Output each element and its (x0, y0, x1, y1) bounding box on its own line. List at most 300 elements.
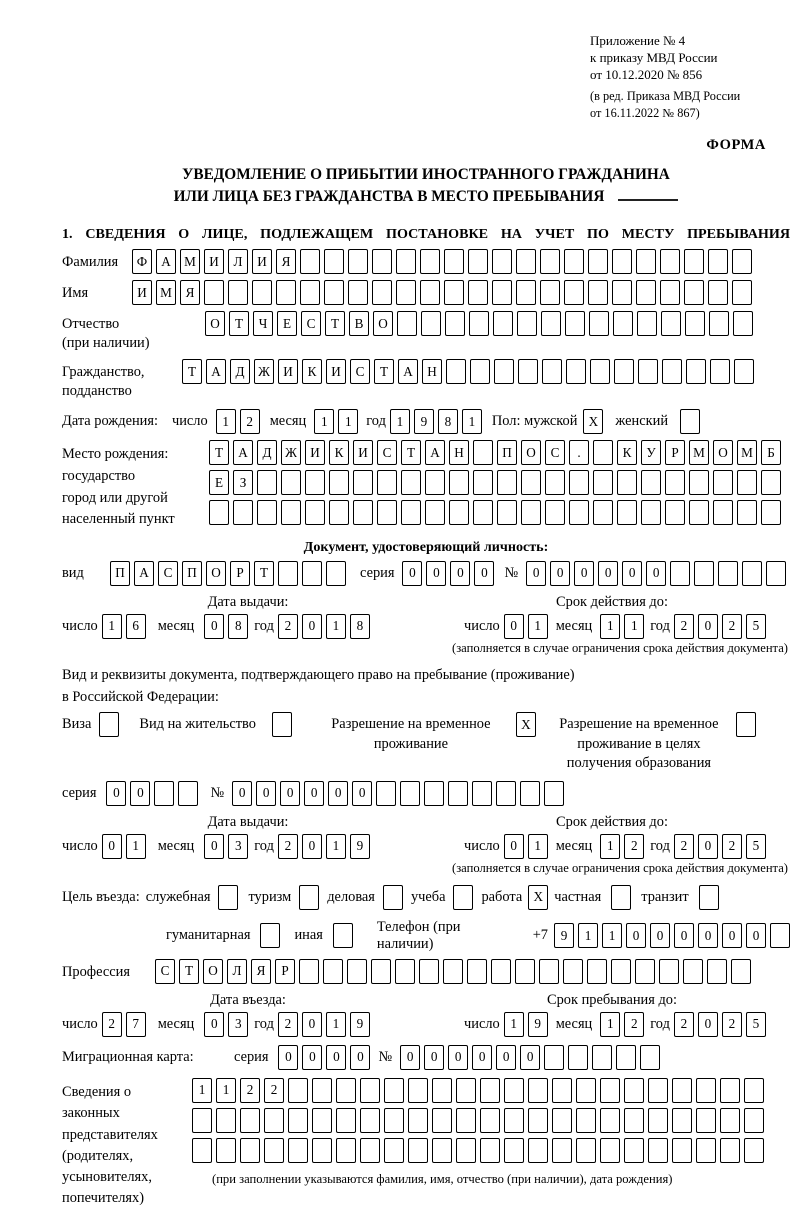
char-cell[interactable]: Д (230, 359, 250, 384)
char-cell[interactable] (480, 1138, 500, 1163)
purpose-tourism-checkbox[interactable] (299, 885, 319, 910)
char-cell[interactable]: 0 (474, 561, 494, 586)
char-cell[interactable]: И (252, 249, 272, 274)
char-cell[interactable] (521, 470, 541, 495)
char-cell[interactable] (401, 500, 421, 525)
char-cell[interactable] (713, 470, 733, 495)
char-cell[interactable] (376, 781, 396, 806)
char-cell[interactable] (564, 280, 584, 305)
char-cell[interactable]: 0 (526, 561, 546, 586)
char-cell[interactable]: 0 (698, 834, 718, 859)
char-cell[interactable]: Т (374, 359, 394, 384)
char-cell[interactable] (377, 470, 397, 495)
char-cell[interactable] (276, 280, 296, 305)
char-cell[interactable] (569, 470, 589, 495)
char-cell[interactable] (588, 249, 608, 274)
char-cell[interactable] (694, 561, 714, 586)
char-cell[interactable] (300, 249, 320, 274)
char-cell[interactable]: О (521, 440, 541, 465)
char-cell[interactable] (468, 280, 488, 305)
char-cell[interactable] (504, 1138, 524, 1163)
char-cell[interactable] (384, 1078, 404, 1103)
char-cell[interactable] (612, 249, 632, 274)
char-cell[interactable]: 1 (326, 1012, 346, 1037)
char-cell[interactable] (641, 500, 661, 525)
char-cell[interactable]: 2 (264, 1078, 284, 1103)
char-cell[interactable] (480, 1108, 500, 1133)
char-cell[interactable]: Ф (132, 249, 152, 274)
char-cell[interactable] (456, 1108, 476, 1133)
char-cell[interactable] (611, 959, 631, 984)
char-cell[interactable] (552, 1108, 572, 1133)
char-cell[interactable] (761, 470, 781, 495)
char-cell[interactable] (665, 470, 685, 495)
char-cell[interactable]: 2 (722, 614, 742, 639)
char-cell[interactable]: М (737, 440, 757, 465)
char-cell[interactable]: 1 (504, 1012, 524, 1037)
char-cell[interactable] (312, 1138, 332, 1163)
char-cell[interactable]: А (425, 440, 445, 465)
char-cell[interactable]: 5 (746, 834, 766, 859)
char-cell[interactable] (470, 359, 490, 384)
char-cell[interactable] (329, 470, 349, 495)
char-cell[interactable] (281, 500, 301, 525)
char-cell[interactable]: 5 (746, 1012, 766, 1037)
temp-residence-checkbox[interactable]: X (516, 712, 536, 737)
char-cell[interactable]: 8 (350, 614, 370, 639)
char-cell[interactable] (372, 280, 392, 305)
char-cell[interactable]: К (302, 359, 322, 384)
char-cell[interactable] (264, 1138, 284, 1163)
char-cell[interactable] (744, 1138, 764, 1163)
char-cell[interactable]: Р (665, 440, 685, 465)
char-cell[interactable] (299, 959, 319, 984)
char-cell[interactable]: 0 (520, 1045, 540, 1070)
char-cell[interactable] (563, 959, 583, 984)
char-cell[interactable] (424, 781, 444, 806)
char-cell[interactable]: 2 (722, 1012, 742, 1037)
char-cell[interactable]: 0 (622, 561, 642, 586)
char-cell[interactable]: . (569, 440, 589, 465)
char-cell[interactable] (544, 781, 564, 806)
visa-checkbox[interactable] (99, 712, 119, 737)
char-cell[interactable] (612, 280, 632, 305)
char-cell[interactable] (264, 1108, 284, 1133)
char-cell[interactable]: С (301, 311, 321, 336)
char-cell[interactable]: П (497, 440, 517, 465)
char-cell[interactable] (396, 249, 416, 274)
char-cell[interactable]: 0 (646, 561, 666, 586)
char-cell[interactable] (638, 359, 658, 384)
char-cell[interactable] (590, 359, 610, 384)
char-cell[interactable] (347, 959, 367, 984)
char-cell[interactable]: О (373, 311, 393, 336)
char-cell[interactable] (761, 500, 781, 525)
char-cell[interactable]: С (155, 959, 175, 984)
char-cell[interactable]: М (689, 440, 709, 465)
char-cell[interactable] (661, 311, 681, 336)
char-cell[interactable]: 0 (496, 1045, 516, 1070)
char-cell[interactable] (689, 500, 709, 525)
char-cell[interactable]: 0 (504, 614, 524, 639)
char-cell[interactable]: З (233, 470, 253, 495)
char-cell[interactable]: 1 (528, 614, 548, 639)
char-cell[interactable] (216, 1138, 236, 1163)
char-cell[interactable] (419, 959, 439, 984)
char-cell[interactable]: 0 (278, 1045, 298, 1070)
char-cell[interactable]: 2 (278, 834, 298, 859)
char-cell[interactable] (329, 500, 349, 525)
char-cell[interactable] (240, 1138, 260, 1163)
char-cell[interactable] (336, 1108, 356, 1133)
char-cell[interactable] (288, 1108, 308, 1133)
char-cell[interactable] (718, 561, 738, 586)
sex-female-checkbox[interactable] (680, 409, 700, 434)
char-cell[interactable] (493, 311, 513, 336)
char-cell[interactable] (600, 1108, 620, 1133)
char-cell[interactable] (497, 470, 517, 495)
char-cell[interactable] (588, 280, 608, 305)
char-cell[interactable] (709, 311, 729, 336)
char-cell[interactable]: 1 (216, 1078, 236, 1103)
char-cell[interactable]: А (233, 440, 253, 465)
char-cell[interactable]: Е (277, 311, 297, 336)
char-cell[interactable] (662, 359, 682, 384)
char-cell[interactable] (257, 500, 277, 525)
char-cell[interactable]: 0 (352, 781, 372, 806)
char-cell[interactable] (648, 1138, 668, 1163)
char-cell[interactable]: 2 (674, 614, 694, 639)
char-cell[interactable]: Ж (254, 359, 274, 384)
char-cell[interactable]: 0 (204, 834, 224, 859)
char-cell[interactable]: С (350, 359, 370, 384)
char-cell[interactable] (720, 1138, 740, 1163)
char-cell[interactable]: 0 (256, 781, 276, 806)
char-cell[interactable]: 0 (426, 561, 446, 586)
char-cell[interactable]: И (305, 440, 325, 465)
char-cell[interactable] (766, 561, 786, 586)
char-cell[interactable]: С (377, 440, 397, 465)
char-cell[interactable] (733, 311, 753, 336)
char-cell[interactable]: 1 (390, 409, 410, 434)
char-cell[interactable] (302, 561, 322, 586)
char-cell[interactable] (568, 1045, 588, 1070)
char-cell[interactable] (278, 561, 298, 586)
char-cell[interactable] (689, 470, 709, 495)
char-cell[interactable]: С (545, 440, 565, 465)
char-cell[interactable]: Т (401, 440, 421, 465)
char-cell[interactable]: 0 (402, 561, 422, 586)
char-cell[interactable]: 0 (102, 834, 122, 859)
char-cell[interactable]: 0 (280, 781, 300, 806)
char-cell[interactable] (696, 1078, 716, 1103)
char-cell[interactable] (192, 1108, 212, 1133)
char-cell[interactable]: 0 (302, 1045, 322, 1070)
char-cell[interactable]: 9 (528, 1012, 548, 1037)
char-cell[interactable] (178, 781, 198, 806)
char-cell[interactable] (396, 280, 416, 305)
char-cell[interactable] (467, 959, 487, 984)
char-cell[interactable]: 8 (438, 409, 458, 434)
char-cell[interactable] (473, 440, 493, 465)
char-cell[interactable]: 2 (624, 1012, 644, 1037)
char-cell[interactable]: 1 (102, 614, 122, 639)
char-cell[interactable] (288, 1138, 308, 1163)
char-cell[interactable] (233, 500, 253, 525)
char-cell[interactable] (425, 500, 445, 525)
purpose-business-checkbox[interactable] (383, 885, 403, 910)
char-cell[interactable] (566, 359, 586, 384)
char-cell[interactable]: 0 (302, 1012, 322, 1037)
char-cell[interactable] (641, 470, 661, 495)
char-cell[interactable] (600, 1078, 620, 1103)
char-cell[interactable] (684, 249, 704, 274)
char-cell[interactable] (517, 311, 537, 336)
char-cell[interactable]: 0 (722, 923, 742, 948)
char-cell[interactable] (252, 280, 272, 305)
char-cell[interactable] (528, 1138, 548, 1163)
char-cell[interactable] (324, 249, 344, 274)
char-cell[interactable]: 0 (424, 1045, 444, 1070)
char-cell[interactable] (587, 959, 607, 984)
char-cell[interactable]: С (158, 561, 178, 586)
char-cell[interactable] (395, 959, 415, 984)
char-cell[interactable] (425, 470, 445, 495)
char-cell[interactable] (228, 280, 248, 305)
char-cell[interactable]: 0 (326, 1045, 346, 1070)
char-cell[interactable]: 1 (326, 614, 346, 639)
char-cell[interactable]: 0 (504, 834, 524, 859)
char-cell[interactable]: 0 (400, 1045, 420, 1070)
char-cell[interactable]: 2 (240, 1078, 260, 1103)
char-cell[interactable]: 0 (550, 561, 570, 586)
char-cell[interactable]: Т (182, 359, 202, 384)
char-cell[interactable]: Р (230, 561, 250, 586)
char-cell[interactable] (665, 500, 685, 525)
char-cell[interactable] (576, 1078, 596, 1103)
char-cell[interactable]: 9 (554, 923, 574, 948)
char-cell[interactable]: В (349, 311, 369, 336)
char-cell[interactable]: 9 (414, 409, 434, 434)
temp-residence-education-checkbox[interactable] (736, 712, 756, 737)
char-cell[interactable] (540, 249, 560, 274)
char-cell[interactable] (432, 1138, 452, 1163)
char-cell[interactable]: И (326, 359, 346, 384)
char-cell[interactable]: 0 (574, 561, 594, 586)
char-cell[interactable]: 1 (600, 834, 620, 859)
char-cell[interactable]: Р (275, 959, 295, 984)
char-cell[interactable] (469, 311, 489, 336)
char-cell[interactable] (432, 1108, 452, 1133)
char-cell[interactable] (491, 959, 511, 984)
char-cell[interactable] (540, 280, 560, 305)
char-cell[interactable] (614, 359, 634, 384)
residence-permit-checkbox[interactable] (272, 712, 292, 737)
char-cell[interactable]: 0 (328, 781, 348, 806)
char-cell[interactable] (520, 781, 540, 806)
char-cell[interactable]: К (329, 440, 349, 465)
char-cell[interactable] (472, 781, 492, 806)
char-cell[interactable] (564, 249, 584, 274)
char-cell[interactable] (636, 249, 656, 274)
char-cell[interactable] (731, 959, 751, 984)
char-cell[interactable]: О (206, 561, 226, 586)
char-cell[interactable] (372, 249, 392, 274)
char-cell[interactable]: 0 (650, 923, 670, 948)
char-cell[interactable] (545, 470, 565, 495)
char-cell[interactable] (444, 280, 464, 305)
char-cell[interactable]: 1 (326, 834, 346, 859)
char-cell[interactable] (552, 1078, 572, 1103)
char-cell[interactable] (552, 1138, 572, 1163)
char-cell[interactable] (377, 500, 397, 525)
char-cell[interactable] (496, 781, 516, 806)
char-cell[interactable] (240, 1108, 260, 1133)
char-cell[interactable]: 5 (746, 614, 766, 639)
char-cell[interactable] (648, 1108, 668, 1133)
char-cell[interactable] (360, 1108, 380, 1133)
char-cell[interactable] (734, 359, 754, 384)
char-cell[interactable] (685, 311, 705, 336)
char-cell[interactable]: Т (254, 561, 274, 586)
char-cell[interactable] (492, 280, 512, 305)
char-cell[interactable]: 7 (126, 1012, 146, 1037)
char-cell[interactable] (371, 959, 391, 984)
char-cell[interactable] (565, 311, 585, 336)
char-cell[interactable] (617, 500, 637, 525)
char-cell[interactable] (637, 311, 657, 336)
char-cell[interactable] (541, 311, 561, 336)
char-cell[interactable]: 2 (722, 834, 742, 859)
char-cell[interactable]: 0 (204, 1012, 224, 1037)
char-cell[interactable]: 9 (350, 834, 370, 859)
char-cell[interactable]: 0 (304, 781, 324, 806)
char-cell[interactable]: 0 (106, 781, 126, 806)
char-cell[interactable] (593, 500, 613, 525)
char-cell[interactable] (443, 959, 463, 984)
char-cell[interactable] (408, 1078, 428, 1103)
char-cell[interactable]: 0 (204, 614, 224, 639)
char-cell[interactable] (353, 500, 373, 525)
char-cell[interactable]: 0 (472, 1045, 492, 1070)
char-cell[interactable] (518, 359, 538, 384)
char-cell[interactable]: 0 (130, 781, 150, 806)
char-cell[interactable] (737, 470, 757, 495)
char-cell[interactable]: А (398, 359, 418, 384)
char-cell[interactable]: 0 (350, 1045, 370, 1070)
char-cell[interactable] (312, 1078, 332, 1103)
char-cell[interactable]: О (713, 440, 733, 465)
char-cell[interactable] (449, 500, 469, 525)
char-cell[interactable]: 6 (126, 614, 146, 639)
char-cell[interactable] (545, 500, 565, 525)
char-cell[interactable] (397, 311, 417, 336)
char-cell[interactable]: 2 (240, 409, 260, 434)
char-cell[interactable] (624, 1078, 644, 1103)
char-cell[interactable]: Т (325, 311, 345, 336)
char-cell[interactable] (593, 470, 613, 495)
char-cell[interactable] (444, 249, 464, 274)
char-cell[interactable] (497, 500, 517, 525)
char-cell[interactable]: Н (422, 359, 442, 384)
char-cell[interactable] (684, 280, 704, 305)
char-cell[interactable] (192, 1138, 212, 1163)
char-cell[interactable]: 1 (624, 614, 644, 639)
char-cell[interactable]: 1 (126, 834, 146, 859)
char-cell[interactable] (448, 781, 468, 806)
char-cell[interactable] (445, 311, 465, 336)
char-cell[interactable] (492, 249, 512, 274)
char-cell[interactable] (473, 500, 493, 525)
char-cell[interactable]: 0 (698, 614, 718, 639)
char-cell[interactable] (672, 1108, 692, 1133)
char-cell[interactable]: 0 (674, 923, 694, 948)
char-cell[interactable]: 1 (192, 1078, 212, 1103)
char-cell[interactable] (456, 1138, 476, 1163)
char-cell[interactable]: У (641, 440, 661, 465)
char-cell[interactable]: 3 (228, 1012, 248, 1037)
char-cell[interactable] (683, 959, 703, 984)
char-cell[interactable]: 0 (302, 834, 322, 859)
char-cell[interactable] (300, 280, 320, 305)
char-cell[interactable] (456, 1078, 476, 1103)
char-cell[interactable] (648, 1078, 668, 1103)
char-cell[interactable] (281, 470, 301, 495)
char-cell[interactable]: Д (257, 440, 277, 465)
purpose-private-checkbox[interactable] (611, 885, 631, 910)
char-cell[interactable] (744, 1108, 764, 1133)
char-cell[interactable] (732, 280, 752, 305)
char-cell[interactable]: П (110, 561, 130, 586)
char-cell[interactable] (516, 249, 536, 274)
char-cell[interactable] (528, 1108, 548, 1133)
char-cell[interactable] (384, 1138, 404, 1163)
char-cell[interactable]: 0 (746, 923, 766, 948)
char-cell[interactable] (542, 359, 562, 384)
char-cell[interactable] (589, 311, 609, 336)
char-cell[interactable] (360, 1078, 380, 1103)
char-cell[interactable]: 0 (232, 781, 252, 806)
char-cell[interactable] (348, 280, 368, 305)
char-cell[interactable] (408, 1108, 428, 1133)
char-cell[interactable] (408, 1138, 428, 1163)
char-cell[interactable] (528, 1078, 548, 1103)
char-cell[interactable]: 2 (674, 834, 694, 859)
char-cell[interactable] (420, 280, 440, 305)
char-cell[interactable]: 1 (314, 409, 334, 434)
purpose-other-checkbox[interactable] (333, 923, 353, 948)
char-cell[interactable] (696, 1108, 716, 1133)
char-cell[interactable]: 1 (600, 1012, 620, 1037)
char-cell[interactable] (659, 959, 679, 984)
char-cell[interactable] (624, 1108, 644, 1133)
char-cell[interactable]: Л (228, 249, 248, 274)
char-cell[interactable] (636, 280, 656, 305)
char-cell[interactable]: Л (227, 959, 247, 984)
char-cell[interactable] (670, 561, 690, 586)
char-cell[interactable]: 0 (450, 561, 470, 586)
char-cell[interactable] (708, 249, 728, 274)
char-cell[interactable] (544, 1045, 564, 1070)
char-cell[interactable]: Т (209, 440, 229, 465)
char-cell[interactable]: Я (276, 249, 296, 274)
char-cell[interactable]: И (132, 280, 152, 305)
char-cell[interactable] (468, 249, 488, 274)
char-cell[interactable] (257, 470, 277, 495)
char-cell[interactable] (576, 1108, 596, 1133)
char-cell[interactable]: 1 (528, 834, 548, 859)
char-cell[interactable] (635, 959, 655, 984)
